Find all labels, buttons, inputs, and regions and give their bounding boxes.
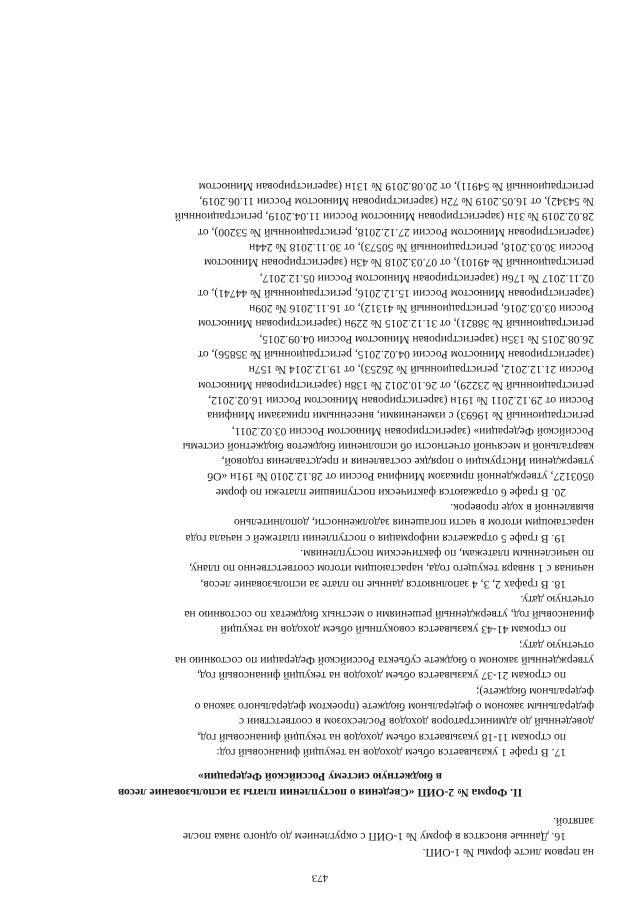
paragraph-16 bbox=[46, 814, 594, 845]
text-line: 0503127, утвержденной приказом Минфина России от 28.12.2010 № 191н «Об bbox=[207, 470, 594, 484]
text-line: запятой. bbox=[553, 815, 594, 829]
text-line: отчетную дату. bbox=[520, 592, 594, 606]
text-line: финансовый год, утвержденный решениями о местных бюджетах по состоянию на bbox=[184, 608, 594, 622]
paragraph-17 bbox=[46, 592, 594, 760]
text-line: (зарегистрирован Минюстом России 27.12.2018, регистрационный № 53200), от bbox=[197, 225, 594, 239]
text-line: 18. В графах 2, 3, 4 заполняются данные по плате за использование лесов, bbox=[200, 577, 566, 591]
heading-line: в бюджетную систему Российской Федерации» bbox=[197, 769, 443, 783]
text-line: по строкам 11-18 указывается объем доходов на текущий финансовый год, bbox=[197, 730, 566, 744]
text-line: № 54342), от 16.05.2019 № 72н (зарегистрирован Минюстом России 11.06.2019, bbox=[199, 195, 594, 209]
paragraph-19 bbox=[46, 500, 594, 546]
text-line: 26.08.2015 № 135н (зарегистрирован Минюстом России 04.09.2015, bbox=[259, 332, 594, 346]
text-line: выявленной в ходе проверок. bbox=[450, 501, 594, 515]
text-line: 17. В графе 1 указывается объем доходов на текущий финансовый год: bbox=[216, 745, 566, 759]
text-line: отчетную дату; bbox=[519, 638, 594, 652]
text-line: регистрационный № 19693) с изменениями, внесенными приказами Минфина bbox=[207, 409, 594, 423]
text-line: 02.11.2017 № 176н (зарегистрирован Минюстом России 05.12.2017, bbox=[259, 271, 594, 285]
heading-line: II. Форма № 2-ОИП «Сведения о поступлении платы за использование лесов bbox=[117, 785, 523, 799]
text-line: по начисленным платежам, по фактическим поступлениям. bbox=[300, 546, 594, 560]
text-line: доведенный до администраторов доходов Рослесхозом в соответствии с bbox=[238, 715, 594, 729]
text-line: регистрационный № 49101), от 07.03.2018 № 43н (зарегистрирован Минюстом bbox=[203, 256, 594, 270]
text-line: 20. В графе 6 отражаются фактически поступившие платежи по форме bbox=[215, 485, 566, 499]
paragraph-20 bbox=[46, 179, 594, 500]
text-line: федеральным законом о федеральном бюджете (проектом федерального закона о bbox=[194, 699, 594, 713]
paragraph-18 bbox=[46, 546, 594, 592]
text-line: (зарегистрирован Минюстом России 04.02.2015, регистрационный № 35856), от bbox=[197, 348, 594, 362]
paragraph-continuation bbox=[46, 844, 594, 859]
text-line: России 30.03.2018, регистрационный № 50573), от 30.11.2018 № 244н bbox=[249, 241, 594, 255]
text-line: 19. В графе 5 отражается информация о поступлении платежей с начала года bbox=[185, 531, 566, 545]
text-line: по строкам 41-43 указывается совокупный объем доходов на текущий bbox=[220, 623, 566, 637]
text-line: регистрационный № 23229), от 26.10.2012 № 138н (зарегистрирован Минюстом bbox=[198, 378, 594, 392]
text-line: Российской Федерации» (зарегистрирован Минюстом России 03.02.2011, bbox=[231, 424, 594, 438]
text-line: регистрационный № 38821), от 31.12.2015 № 229н (зарегистрирован Минюстом bbox=[198, 317, 594, 331]
text-line: регистрационный № 54911), от 20.08.2019 № 131н (зарегистрирован Минюстом bbox=[198, 179, 594, 193]
text-line: 16. Данные вносятся в форму № 1-ОИП с округлением до одного знака после bbox=[182, 830, 566, 844]
text-line: по строкам 21-37 указывается объем доходов на текущий финансовый год, bbox=[197, 669, 566, 683]
text-line: 28.02.2019 № 31н (зарегистрирован Минюстом России 11.04.2019, регистрационный bbox=[174, 210, 594, 224]
text-line: России от 29.12.2011 № 191н (зарегистрирован Минюстом России 16.02.2012, bbox=[208, 393, 594, 407]
text-line: (зарегистрирован Минюстом России 15.12.2016, регистрационный № 44741), от bbox=[197, 286, 594, 300]
text-line: начиная с 1 января текущего года, нарастающим итогом соответственно по плану, bbox=[189, 562, 594, 576]
text-line: утвержденный законом о бюджете субъекта Российской Федерации по состоянию на bbox=[174, 654, 594, 668]
section-heading bbox=[46, 768, 594, 800]
page-number: 473 bbox=[311, 872, 329, 884]
text-line: утверждении Инструкции о порядке составления и представления годовой, bbox=[221, 455, 594, 469]
text-line: квартальной и месячной отчетности об исполнении бюджетов бюджетной системы bbox=[182, 439, 594, 453]
text-line: России 21.12.2012, регистрационный № 26253), от 19.12.2014 № 157н bbox=[248, 363, 594, 377]
text-line: на первом листе формы № 1-ОИП. bbox=[422, 845, 594, 859]
text-line: России 03.03.2016, регистрационный № 41312), от 16.11.2016 № 209н bbox=[249, 302, 594, 316]
text-line: федеральном бюджете); bbox=[476, 684, 594, 698]
text-line: нарастающим итогом в части погашения задолженности, дополнительно bbox=[233, 516, 594, 530]
